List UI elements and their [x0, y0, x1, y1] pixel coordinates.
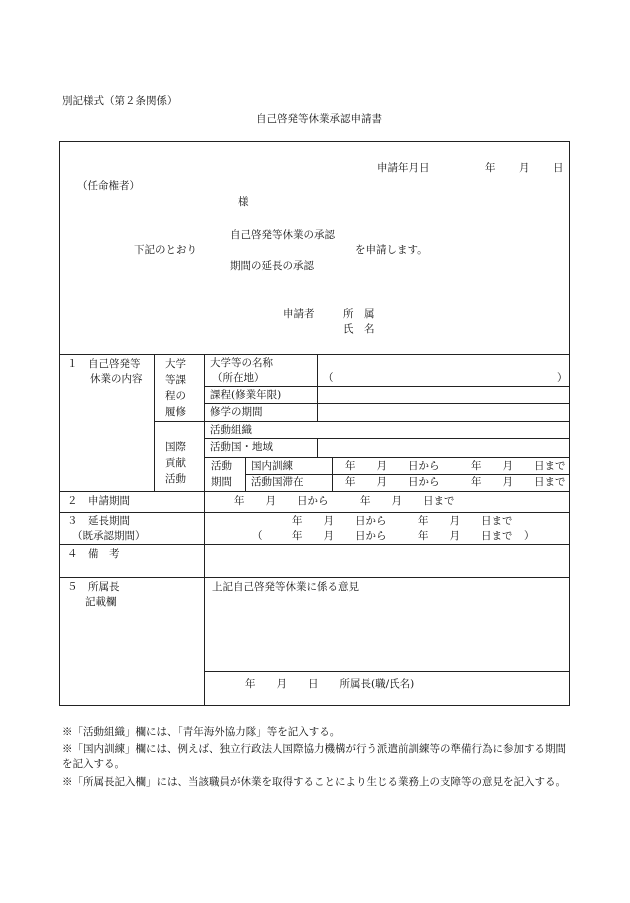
domestic-training-label: 国内訓練 — [251, 460, 293, 472]
location-paren-close: ） — [557, 372, 568, 384]
divider — [59, 577, 570, 578]
section4-label: ４ 備 考 — [67, 548, 120, 560]
divider — [204, 354, 205, 706]
divider — [154, 421, 570, 422]
section5-label: ５ 所属長 — [67, 581, 120, 593]
course-label: 課程(修業年限) — [210, 389, 282, 401]
honorific: 様 — [238, 196, 249, 208]
request-prefix: 下記のとおり — [134, 244, 197, 256]
univ-course-label: 履修 — [165, 406, 186, 418]
univ-course-label: 等課 — [165, 374, 186, 386]
section1-label: １ 自己啓発等 — [67, 358, 141, 370]
section3-label-sub: （既承認期間） — [72, 530, 146, 542]
request-suffix: を申請します。 — [355, 244, 428, 256]
divider — [332, 457, 333, 491]
divider — [204, 403, 570, 404]
divider — [204, 386, 570, 387]
form-frame — [59, 141, 570, 706]
date-year: 年 — [485, 162, 496, 174]
abroad-stay-label: 活動国滞在 — [251, 476, 304, 488]
request-option-extension: 期間の延長の承認 — [230, 260, 314, 272]
extension-period: 年 月 日から 年 月 日まで — [292, 515, 513, 527]
domestic-period: 年 月 日から 年 月 日まで — [345, 460, 566, 472]
univ-course-label: 程の — [165, 390, 186, 402]
univ-location-label: （所在地） — [212, 372, 265, 384]
affiliation-label: 所 属 — [343, 308, 375, 320]
section1-label-sub: 休業の内容 — [90, 373, 143, 385]
divider — [245, 457, 246, 491]
form-reference: 別記様式（第２条関係） — [62, 95, 178, 107]
divider — [59, 512, 570, 513]
section5-label-sub: 記載欄 — [85, 596, 117, 608]
intl-contribution-label: 国際 — [165, 441, 186, 453]
appointer-label: （任命権者） — [77, 180, 140, 192]
supervisor-opinion-label: 上記自己啓発等休業に係る意見 — [212, 581, 359, 593]
date-label: 申請年月日 — [377, 162, 430, 174]
intl-contribution-label: 貢献 — [165, 457, 186, 469]
approved-paren-open: （ — [252, 530, 263, 542]
activity-period-label: 期間 — [211, 476, 232, 488]
footnote: ※「国内訓練」欄には、例えば、独立行政法人国際協力機構が行う派遣前訓練等の準備行為に参加する期間を記入する。 — [62, 743, 566, 770]
divider — [154, 354, 155, 491]
approved-period: 年 月 日から 年 月 日まで — [292, 530, 513, 542]
divider — [204, 671, 570, 672]
univ-course-label: 大学 — [165, 358, 186, 370]
date-day: 日 — [553, 162, 564, 174]
divider — [59, 354, 570, 355]
divider — [245, 474, 570, 475]
study-period-label: 修学の期間 — [210, 406, 263, 418]
request-option-approval: 自己啓発等休業の承認 — [230, 229, 335, 241]
divider — [59, 491, 570, 492]
univ-name-label: 大学等の名称 — [210, 357, 273, 369]
date-month: 月 — [519, 162, 530, 174]
activity-country-label: 活動国・地域 — [210, 441, 273, 453]
supervisor-signature: 年 月 日 所属長(職/氏名) — [245, 678, 415, 690]
divider — [59, 544, 570, 545]
abroad-period: 年 月 日から 年 月 日まで — [345, 476, 566, 488]
name-label: 氏 名 — [343, 323, 375, 335]
document-title: 自己啓発等休業承認申請書 — [256, 113, 382, 125]
section2-label: ２ 申請期間 — [67, 495, 130, 507]
footnote: ※「活動組織」欄には、「青年海外協力隊」等を記入する。 — [62, 726, 341, 738]
divider — [317, 438, 318, 457]
approved-paren-close: ） — [524, 530, 535, 542]
intl-contribution-label: 活動 — [165, 473, 186, 485]
activity-period-label: 活動 — [211, 460, 232, 472]
section3-label: ３ 延長期間 — [67, 515, 130, 527]
divider — [317, 354, 318, 421]
applicant-label: 申請者 — [283, 308, 315, 320]
footnote: ※「所属長記入欄」には、当該職員が休業を取得することにより生じる業務上の支障等の意見を記入する。 — [62, 776, 566, 788]
application-period: 年 月 日から 年 月 日まで — [234, 495, 455, 507]
location-paren-open: （ — [323, 372, 334, 384]
divider — [204, 457, 570, 458]
activity-org-label: 活動組織 — [210, 424, 252, 436]
divider — [204, 438, 570, 439]
